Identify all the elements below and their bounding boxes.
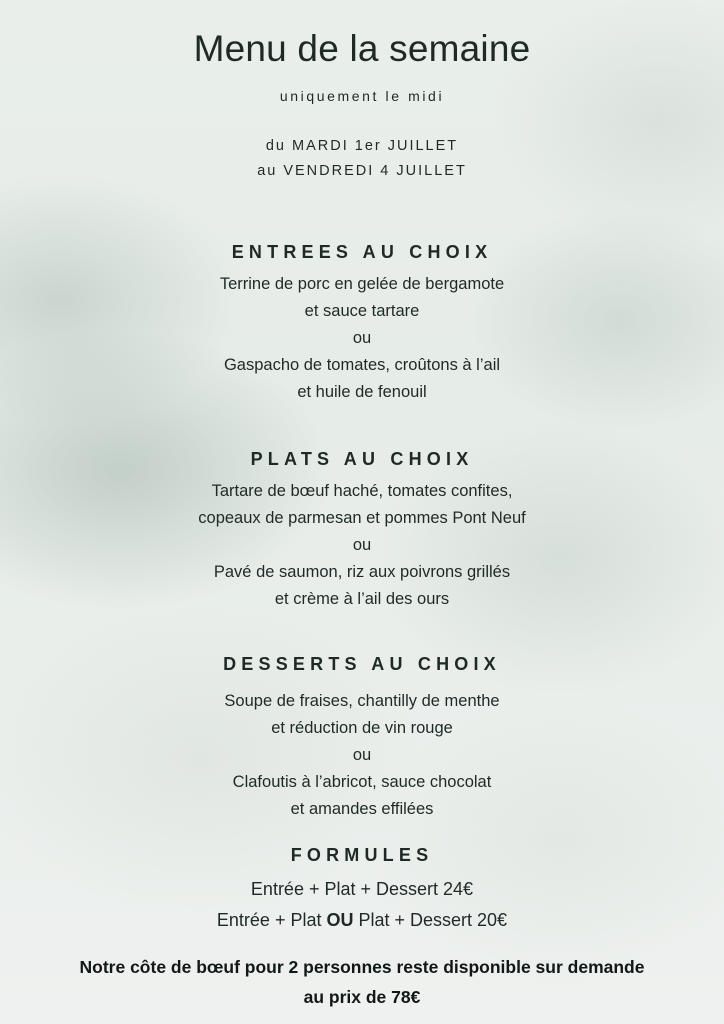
menu-line: et huile de fenouil (297, 383, 427, 401)
page-subtitle: uniquement le midi (279, 88, 445, 104)
menu-line: et sauce tartare (304, 302, 420, 320)
menu-separator: ou (352, 536, 372, 554)
footer-line: Notre côte de bœuf pour 2 personnes reste disponible sur demande (79, 957, 645, 977)
menu-separator: ou (352, 329, 372, 347)
menu-line: et réduction de vin rouge (271, 719, 453, 737)
date-range (0, 134, 724, 184)
plats-heading: PLATS AU CHOIX (250, 449, 474, 469)
entrees-heading: ENTREES AU CHOIX (231, 242, 493, 262)
menu-line: Tartare de bœuf haché, tomates confites, (211, 482, 513, 500)
menu-line: et crème à l’ail des ours (274, 590, 450, 608)
page-title: Menu de la semaine (193, 28, 531, 69)
plats-list (0, 478, 724, 613)
menu-line: Soupe de fraises, chantilly de menthe (224, 692, 500, 710)
formules-heading: FORMULES (290, 845, 434, 865)
formula-two-courses (0, 905, 724, 936)
desserts-list (0, 688, 724, 823)
footer-line: au prix de 78€ (303, 987, 421, 1007)
date-from: du MARDI 1er JUILLET (265, 138, 459, 154)
formules-list (0, 874, 724, 936)
desserts-heading: DESSERTS AU CHOIX (223, 654, 501, 674)
formula-part: Plat + Dessert 20€ (353, 910, 508, 930)
menu-line: Pavé de saumon, riz aux poivrons grillés (213, 563, 511, 581)
date-to: au VENDREDI 4 JUILLET (257, 163, 467, 179)
menu-line: Terrine de porc en gelée de bergamote (219, 275, 505, 293)
formula-full: Entrée + Plat + Dessert 24€ (250, 879, 474, 899)
menu-line: copeaux de parmesan et pommes Pont Neuf (198, 509, 526, 527)
entrees-list (0, 271, 724, 406)
footer-note (0, 952, 724, 1012)
menu-separator: ou (352, 746, 372, 764)
menu-line: Clafoutis à l’abricot, sauce chocolat (232, 773, 492, 791)
formula-or-emphasis: OU (326, 910, 354, 930)
menu-line: et amandes effilées (290, 800, 434, 818)
menu-line: Gaspacho de tomates, croûtons à l’ail (223, 356, 501, 374)
formula-part: Entrée + Plat (216, 910, 327, 930)
